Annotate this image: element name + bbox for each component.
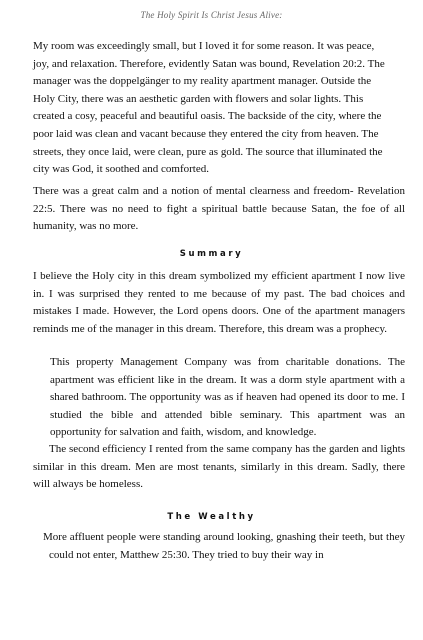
paragraph-mental-clearness: There was a great calm and a notion of mental clearness and freedom- Revelation 22:5. There was no need to fight a spiritual battle because Satan, the foe of all humanity, was no more. [33, 185, 405, 233]
heading-summary: Summary [179, 249, 244, 259]
paragraph-second-efficiency: The second efficiency I rented from the same company has the garden and lights similar in this dream. Men are most tenants, similarly in this dream. Sadly, there will always be homeless. [33, 443, 405, 491]
running-header: The Holy Spirit Is Christ Jesus Alive: [140, 10, 283, 20]
paragraph-summary: I believe the Holy city in this dream symbolized my efficient apartment I now live in. I was surprised they rented to me because of my past. The bad choices and mistakes I made. However, the Lord opens doors. One of the apartment managers reminds me of the manager in this dream. Therefore, this dream was a prophecy. [33, 270, 405, 335]
paragraph-affluent-people: More affluent people were standing around looking, gnashing their teeth, but they could not enter, Matthew 25:30. They tried to buy their way in [43, 531, 405, 561]
paragraph-room-description: My room was exceedingly small, but I loved it for some reason. It was peace, joy, and relaxation. Therefore, evidently Satan was bound, Revelation 20:2. The manager was the doppelgänger to my reality apartment manager. Outside the Holy City, there was an aesthetic garden with flowers and solar lights. This created a cosy, peaceful and beautiful oasis. The backside of the city, where the poor laid was clean and vacant because they entered the city from heaven. The streets, they once laid, were clean, pure as gold. The source that illuminated the city was God, it soothed and comforted. [33, 40, 385, 176]
paragraph-property-company: This property Management Company was from charitable donations. The apartment was efficient like in the dream. It was a dorm style apartment with a shared bathroom. The opportunity was as if heaven had opened its door to me. I studied the bible and attended bible seminary. This apartment was an opportunity for salvation and faith, wisdom, and knowledge. [50, 356, 405, 439]
heading-the-wealthy: The Wealthy [167, 512, 256, 522]
